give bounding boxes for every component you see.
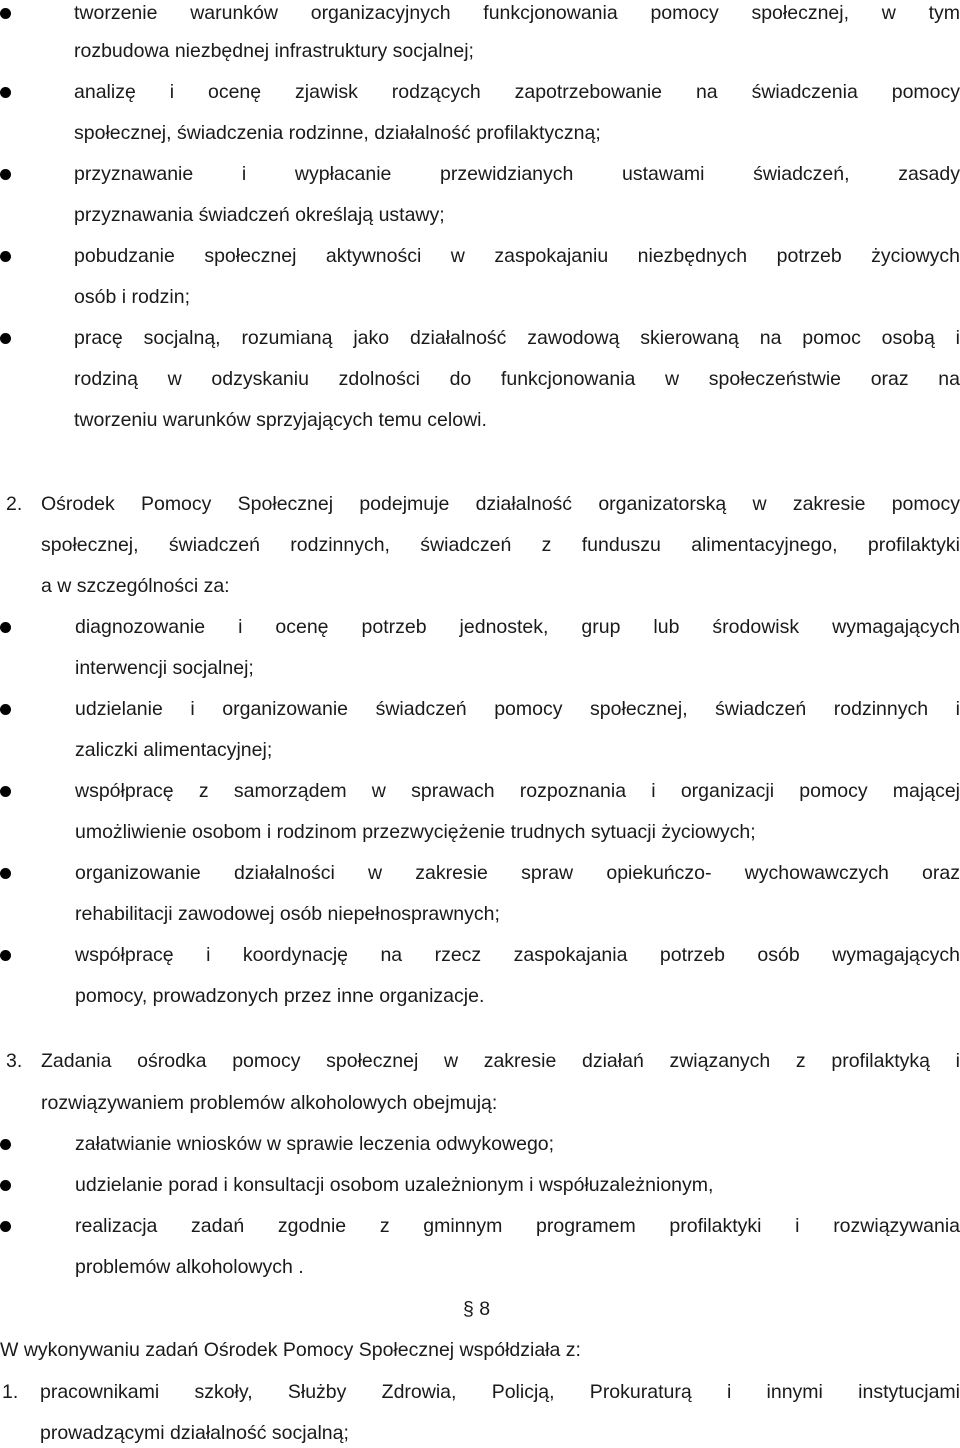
list-item-text: udzielanie porad i konsultacji osobom uzależnionym i współuzależnionym, bbox=[75, 1174, 714, 1196]
list-item-text: rodziną w odzyskaniu zdolności do funkcjonowania w społeczeństwie oraz na bbox=[74, 368, 960, 390]
list-item bbox=[0, 0, 960, 26]
list-item-continuation bbox=[0, 202, 960, 228]
list-item-text: zaliczki alimentacyjnej; bbox=[75, 739, 273, 761]
list-item-text: społecznej, świadczenia rodzinne, działalność profilaktyczną; bbox=[74, 122, 601, 144]
list-item-continuation bbox=[0, 983, 960, 1009]
item-number: 1. bbox=[2, 1381, 19, 1403]
list-item bbox=[0, 614, 960, 640]
list-item bbox=[0, 79, 960, 105]
list-item-text: umożliwienie osobom i rodzinom przezwyciężenie trudnych sytuacji życiowych; bbox=[75, 821, 756, 843]
section-intro-text: a w szczególności za: bbox=[41, 575, 230, 597]
list-item-text: przyznawanie i wypłacanie przewidzianych ustawami świadczeń, zasady bbox=[74, 163, 960, 185]
list-item bbox=[0, 1172, 960, 1198]
list-item bbox=[0, 778, 960, 804]
section-intro bbox=[0, 532, 960, 558]
list-item-continuation bbox=[0, 901, 960, 927]
list-item-text: rozbudowa niezbędnej infrastruktury socjalnej; bbox=[74, 40, 474, 62]
section-number: 3. bbox=[6, 1050, 23, 1072]
list-item-text: współpracę i koordynację na rzecz zaspokajania potrzeb osób wymagających bbox=[75, 944, 960, 966]
list-item-text: analizę i ocenę zjawisk rodzących zapotrzebowanie na świadczenia pomocy bbox=[74, 81, 960, 103]
numbered-item-text: pracownikami szkoły, Służby Zdrowia, Policją, Prokuraturą i innymi instytucjami bbox=[40, 1381, 960, 1403]
list-item-text: diagnozowanie i ocenę potrzeb jednostek, grup lub środowisk wymagających bbox=[75, 616, 960, 638]
list-item bbox=[0, 243, 960, 269]
bullet-icon bbox=[0, 622, 11, 633]
list-item-continuation bbox=[0, 655, 960, 681]
section-intro bbox=[0, 573, 960, 599]
section-intro-text: Zadania ośrodka pomocy społecznej w zakresie działań związanych z profilaktyką i bbox=[41, 1050, 960, 1072]
list-item-text: pracę socjalną, rozumianą jako działalność zawodową skierowaną na pomoc osobą i bbox=[74, 327, 960, 349]
list-item bbox=[0, 696, 960, 722]
list-item-text: pomocy, prowadzonych przez inne organizacje. bbox=[75, 985, 485, 1007]
numbered-item-continuation bbox=[0, 1420, 960, 1446]
list-item-continuation bbox=[0, 737, 960, 763]
list-item bbox=[0, 860, 960, 886]
list-item-continuation bbox=[0, 1254, 960, 1280]
paragraph-heading bbox=[0, 1296, 960, 1322]
bullet-icon bbox=[0, 333, 11, 344]
numbered-item bbox=[0, 1379, 960, 1405]
bullet-icon bbox=[0, 169, 11, 180]
list-item-text: przyznawania świadczeń określają ustawy; bbox=[74, 204, 445, 226]
paragraph-intro bbox=[0, 1337, 960, 1363]
list-item-continuation bbox=[0, 407, 960, 433]
numbered-item-text: prowadzącymi działalność socjalną; bbox=[40, 1422, 349, 1444]
list-item-continuation bbox=[0, 38, 960, 64]
list-item-text: tworzenie warunków organizacyjnych funkcjonowania pomocy społecznej, w tym bbox=[74, 2, 960, 24]
list-item bbox=[0, 325, 960, 351]
list-item-continuation bbox=[0, 120, 960, 146]
list-item-text: udzielanie i organizowanie świadczeń pomocy społecznej, świadczeń rodzinnych i bbox=[75, 698, 960, 720]
list-item-text: realizacja zadań zgodnie z gminnym programem profilaktyki i rozwiązywania bbox=[75, 1215, 960, 1237]
list-item-text: rehabilitacji zawodowej osób niepełnosprawnych; bbox=[75, 903, 500, 925]
bullet-icon bbox=[0, 1221, 11, 1232]
bullet-icon bbox=[0, 251, 11, 262]
section-intro bbox=[0, 1048, 960, 1074]
bullet-icon bbox=[0, 87, 11, 98]
list-item-continuation bbox=[0, 366, 960, 392]
list-item bbox=[0, 942, 960, 968]
list-item-text: osób i rodzin; bbox=[74, 286, 190, 308]
bullet-icon bbox=[0, 1180, 11, 1191]
list-item-text: interwencji socjalnej; bbox=[75, 657, 254, 679]
list-item-continuation bbox=[0, 284, 960, 310]
bullet-icon bbox=[0, 8, 11, 19]
list-item bbox=[0, 161, 960, 187]
paragraph-intro-text: W wykonywaniu zadań Ośrodek Pomocy Społecznej współdziała z: bbox=[0, 1339, 581, 1361]
list-item-text: organizowanie działalności w zakresie spraw opiekuńczo- wychowawczych oraz bbox=[75, 862, 960, 884]
section-intro-text: rozwiązywaniem problemów alkoholowych obejmują: bbox=[41, 1092, 498, 1114]
section-number: 2. bbox=[6, 493, 23, 515]
list-item bbox=[0, 1131, 960, 1157]
list-item bbox=[0, 1213, 960, 1239]
list-item-text: problemów alkoholowych . bbox=[75, 1256, 304, 1278]
list-item-text: współpracę z samorządem w sprawach rozpoznania i organizacji pomocy mającej bbox=[75, 780, 960, 802]
section-intro bbox=[0, 491, 960, 517]
paragraph-heading-text: § 8 bbox=[463, 1298, 491, 1320]
list-item-text: załatwianie wniosków w sprawie leczenia odwykowego; bbox=[75, 1133, 555, 1155]
list-item-continuation bbox=[0, 819, 960, 845]
bullet-icon bbox=[0, 1139, 11, 1150]
section-intro bbox=[0, 1090, 960, 1116]
list-item-text: tworzeniu warunków sprzyjających temu celowi. bbox=[74, 409, 487, 431]
bullet-icon bbox=[0, 868, 11, 879]
section-intro-text: społecznej, świadczeń rodzinnych, świadczeń z funduszu alimentacyjnego, profilaktyki bbox=[41, 534, 960, 556]
bullet-icon bbox=[0, 950, 11, 961]
section-intro-text: Ośrodek Pomocy Społecznej podejmuje działalność organizatorską w zakresie pomocy bbox=[41, 493, 960, 515]
bullet-icon bbox=[0, 786, 11, 797]
list-item-text: pobudzanie społecznej aktywności w zaspokajaniu niezbędnych potrzeb życiowych bbox=[74, 245, 960, 267]
bullet-icon bbox=[0, 704, 11, 715]
